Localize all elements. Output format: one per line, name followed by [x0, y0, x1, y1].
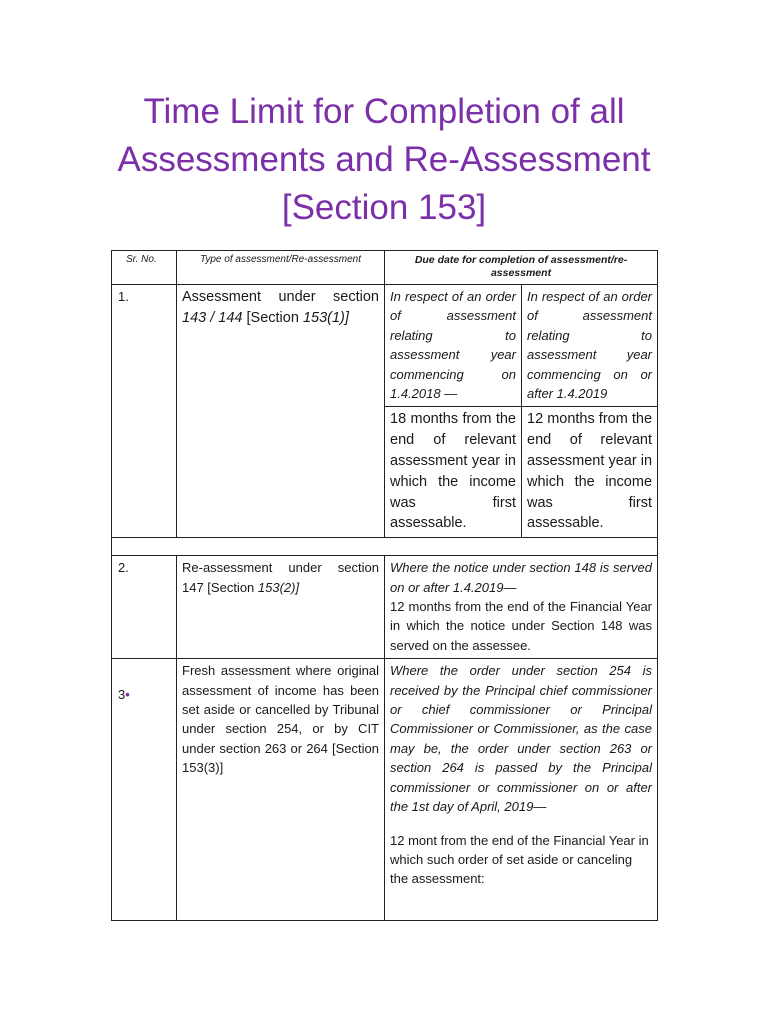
row1-sr-no: 1. [112, 285, 177, 538]
row2-due-condition: Where the notice under section 148 is served on or after 1.4.2019— [390, 560, 653, 595]
header-sr-no: Sr. No. [112, 251, 177, 285]
row1-col-a-limit: 18 months from the end of relevant assessment year in which the income was first assessable. [385, 407, 522, 538]
table-row [112, 556, 658, 659]
row3-due [385, 659, 658, 921]
row2-type [177, 556, 385, 659]
row3-due-condition: Where the order under section 254 is received by the Principal chief commissioner or chief commissioner or Principal Commissioner or Commissioner, as the case may be, the order under section 263 or section 264 is passed by the Principal commissioner or commissioner on or after the 1st day of April, 2019— [390, 663, 653, 815]
row3-due-limit: 12 mont from the end of the Financial Year in which such order of set aside or canceling the assessment: [390, 832, 649, 887]
row1-type-ref: 153(1)] [302, 309, 349, 326]
table-row [112, 285, 658, 407]
row1-type [177, 285, 385, 538]
table-row [112, 659, 658, 921]
table-header-row [112, 251, 658, 285]
row3-gap [390, 817, 652, 831]
table-spacer-row [112, 538, 658, 556]
row3-bullet-icon: • [125, 687, 130, 703]
page-title [60, 88, 708, 232]
row2-type-text: Re-assessment under section 147 [Section [182, 560, 379, 595]
header-due-date: Due date for completion of assessment/re-assessment [385, 251, 658, 285]
title-line-3: [Section 153] [281, 188, 487, 227]
row2-due [385, 556, 658, 659]
header-type: Type of assessment/Re-assessment [177, 251, 385, 285]
row1-type-bracket: [Section [242, 309, 303, 326]
row1-type-text: Assessment under section [182, 289, 379, 305]
row1-col-b-condition: In respect of an order of assessment relating to assessment year commencing on or after 1.4.2019 [522, 285, 658, 407]
row3-sr-number: 3 [118, 687, 126, 703]
spacer-cell [112, 538, 658, 556]
row3-sr-no [112, 659, 177, 921]
assessment-time-limit-table [111, 250, 658, 921]
row1-col-a-condition: In respect of an order of assessment relating to assessment year commencing on 1.4.2018 — [385, 285, 522, 407]
row1-col-b-limit: 12 months from the end of relevant assessment year in which the income was first assessable. [522, 407, 658, 538]
row2-type-ref: 153(2)] [257, 579, 300, 595]
row2-due-limit: 12 months from the end of the Financial Year in which the notice under Section 148 was served on the assessee. [390, 599, 653, 653]
row3-type: Fresh assessment where original assessment of income has been set aside or cancelled by Tribunal under section 254, or by CIT under section 263 or 264 [Section 153(3)] [177, 659, 385, 921]
title-line-2: Assessments and Re-Assessment [117, 140, 651, 179]
row2-sr-no: 2. [112, 556, 177, 659]
title-line-1: Time Limit for Completion of all [143, 92, 625, 131]
row1-type-sections: 143 / 144 [182, 309, 243, 326]
